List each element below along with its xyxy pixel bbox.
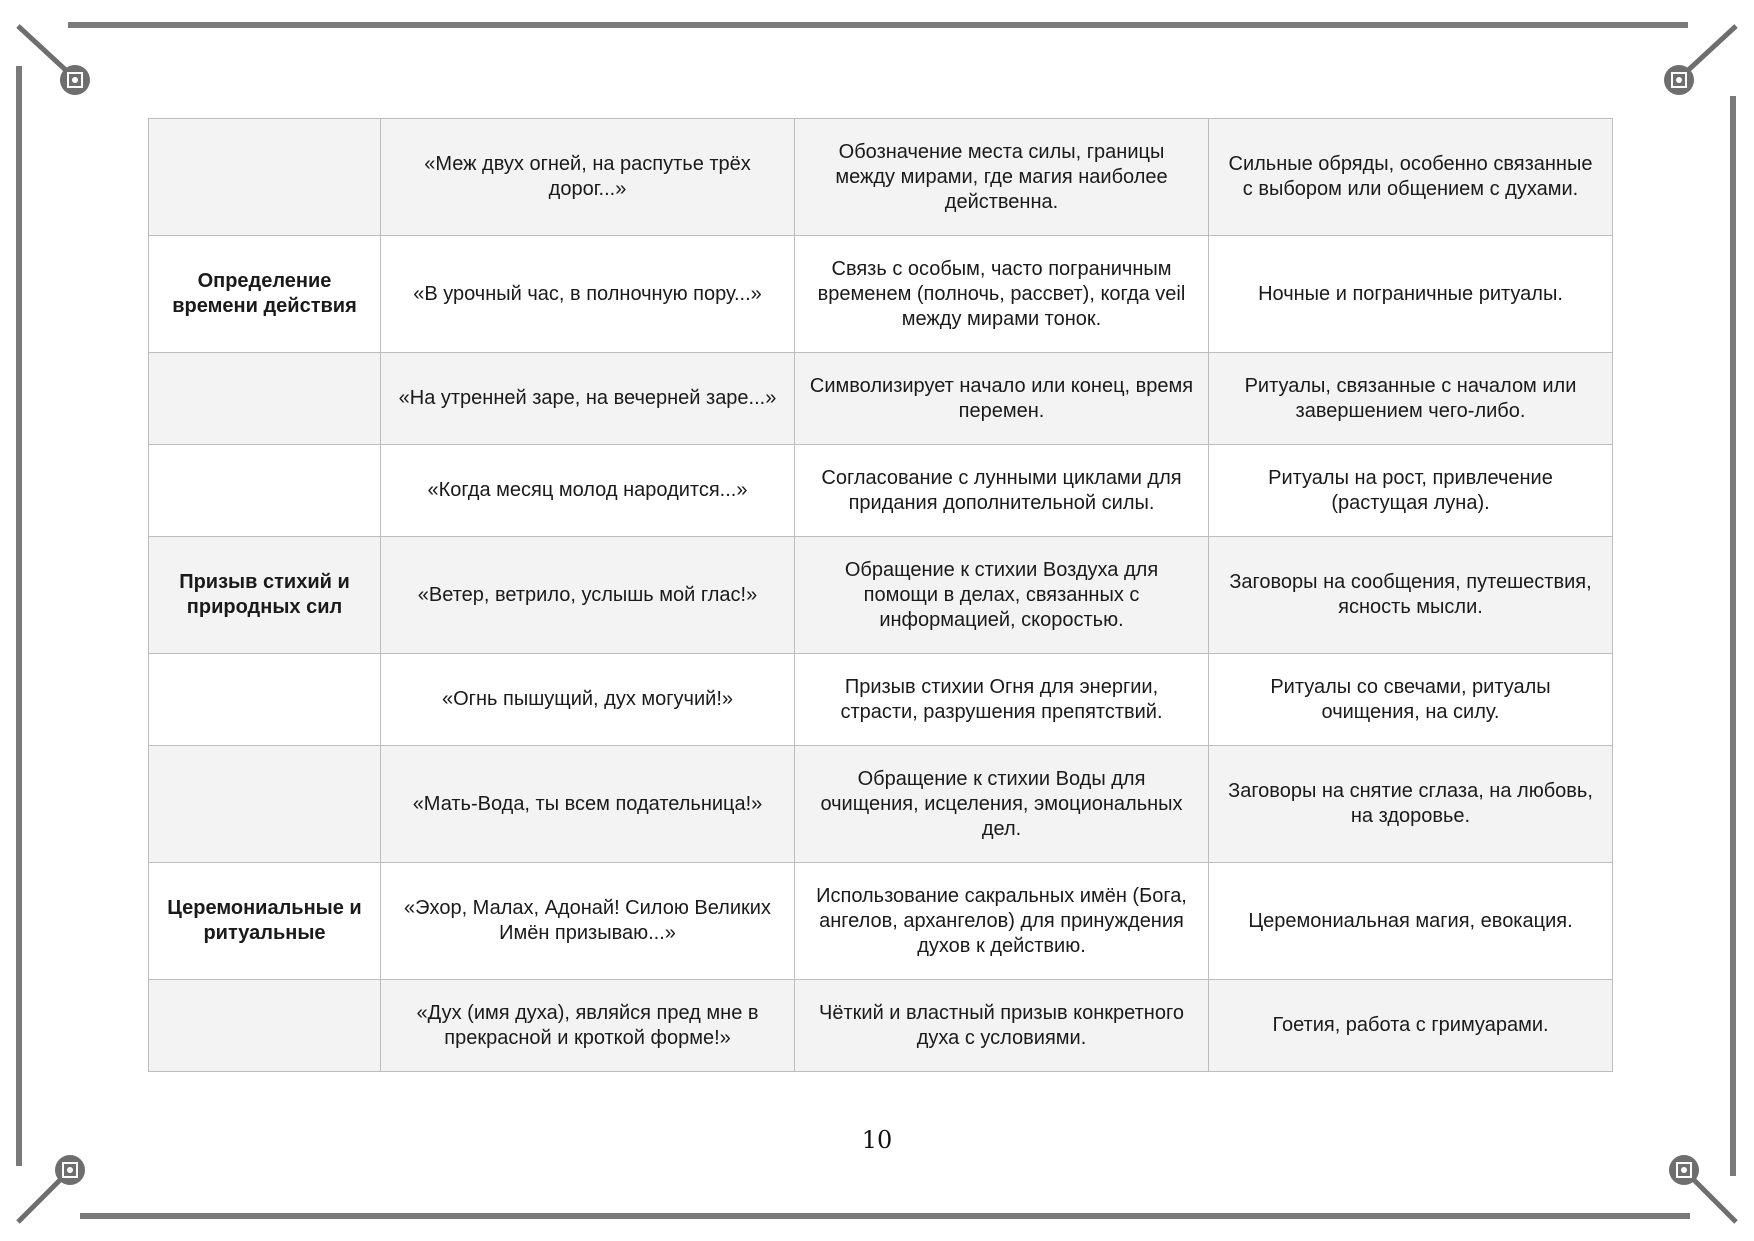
category-cell: [149, 980, 381, 1072]
formula-cell: «Эхор, Малах, Адонай! Силою Великих Имён призываю...»: [381, 863, 795, 980]
category-cell: [149, 445, 381, 537]
usage-cell: Ночные и пограничные ритуалы.: [1209, 236, 1613, 353]
category-cell: Церемониальные и ритуальные: [149, 863, 381, 980]
usage-cell: Церемониальная магия, евокация.: [1209, 863, 1613, 980]
category-cell: Призыв стихий и природных сил: [149, 537, 381, 654]
table-row: [149, 537, 1613, 654]
page-number: 10: [861, 1126, 893, 1154]
frame-right-line: [1730, 96, 1736, 1176]
table-row: [149, 863, 1613, 980]
corner-key-icon-top-right: [1634, 18, 1744, 128]
usage-cell: Заговоры на сообщения, путешествия, ясность мысли.: [1209, 537, 1613, 654]
frame-left-line: [16, 66, 22, 1166]
formula-cell: «Дух (имя духа), являйся пред мне в прекрасной и кроткой форме!»: [381, 980, 795, 1072]
meaning-cell: Связь с особым, часто пограничным временем (полночь, рассвет), когда veil между мирами тонок.: [795, 236, 1209, 353]
table-row: [149, 119, 1613, 236]
corner-key-icon-top-left: [10, 18, 120, 128]
formula-cell: «В урочный час, в полночную пору...»: [381, 236, 795, 353]
category-cell: [149, 654, 381, 746]
frame-top-line: [68, 22, 1688, 28]
table-row: [149, 445, 1613, 537]
formula-cell: «Ветер, ветрило, услышь мой глас!»: [381, 537, 795, 654]
formula-cell: «Когда месяц молод народится...»: [381, 445, 795, 537]
incantations-table: [148, 118, 1613, 1072]
category-cell: [149, 353, 381, 445]
table-row: [149, 654, 1613, 746]
usage-cell: Заговоры на снятие сглаза, на любовь, на здоровье.: [1209, 746, 1613, 863]
category-cell: [149, 119, 381, 236]
meaning-cell: Обращение к стихии Воздуха для помощи в делах, связанных с информацией, скоростью.: [795, 537, 1209, 654]
formula-cell: «Огнь пышущий, дух могучий!»: [381, 654, 795, 746]
usage-cell: Ритуалы со свечами, ритуалы очищения, на силу.: [1209, 654, 1613, 746]
category-cell: [149, 746, 381, 863]
meaning-cell: Использование сакральных имён (Бога, ангелов, архангелов) для принуждения духов к действию.: [795, 863, 1209, 980]
formula-cell: «Мать-Вода, ты всем подательница!»: [381, 746, 795, 863]
meaning-cell: Обозначение места силы, границы между мирами, где магия наиболее действенна.: [795, 119, 1209, 236]
table-row: [149, 353, 1613, 445]
usage-cell: Сильные обряды, особенно связанные с выбором или общением с духами.: [1209, 119, 1613, 236]
usage-cell: Ритуалы на рост, привлечение (растущая луна).: [1209, 445, 1613, 537]
table-row: [149, 746, 1613, 863]
table-row: [149, 980, 1613, 1072]
meaning-cell: Призыв стихии Огня для энергии, страсти, разрушения препятствий.: [795, 654, 1209, 746]
usage-cell: Гоетия, работа с гримуарами.: [1209, 980, 1613, 1072]
frame-bottom-line: [80, 1213, 1690, 1219]
usage-cell: Ритуалы, связанные с началом или завершением чего-либо.: [1209, 353, 1613, 445]
meaning-cell: Обращение к стихии Воды для очищения, исцеления, эмоциональных дел.: [795, 746, 1209, 863]
table-row: [149, 236, 1613, 353]
formula-cell: «На утренней заре, на вечерней заре...»: [381, 353, 795, 445]
meaning-cell: Чёткий и властный призыв конкретного духа с условиями.: [795, 980, 1209, 1072]
meaning-cell: Символизирует начало или конец, время перемен.: [795, 353, 1209, 445]
formula-cell: «Меж двух огней, на распутье трёх дорог...»: [381, 119, 795, 236]
category-cell: Определение времени действия: [149, 236, 381, 353]
meaning-cell: Согласование с лунными циклами для придания дополнительной силы.: [795, 445, 1209, 537]
